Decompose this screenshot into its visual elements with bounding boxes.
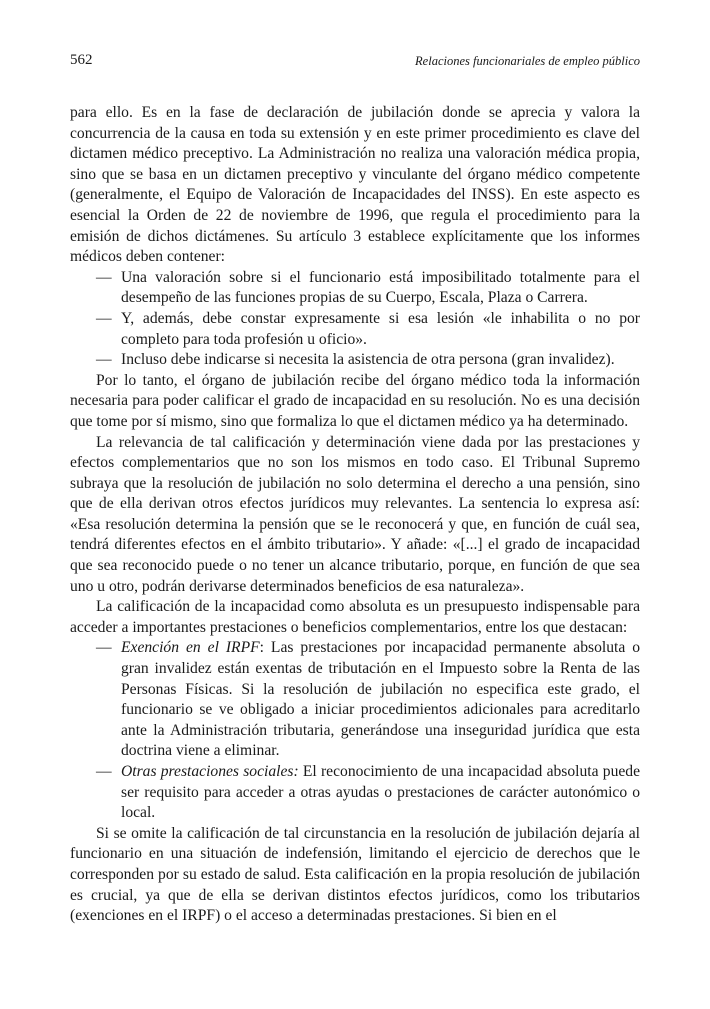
dash-bullet: — <box>96 639 112 657</box>
list-item-text: Una valoración sobre si el funcionario está imposibilitado totalmente para el desempeño de las funciones propias de su Cuerpo, Escala, Plaza o Carrera. <box>121 268 640 307</box>
list-item <box>70 350 640 371</box>
list-item-term: Otras prestaciones sociales: <box>121 763 299 780</box>
list-item-text: Incluso debe indicarse si necesita la asistencia de otra persona (gran invalidez). <box>121 351 615 369</box>
dash-bullet: — <box>96 268 112 286</box>
paragraph-3: La relevancia de tal calificación y determinación viene dada por las prestaciones y efectos complementarios que no son los mismos en todo caso. El Tribunal Supremo subraya que la resolución de jubilación no solo determina el derecho a una pensión, sino que de ella derivan otros efectos jurídicos muy relevantes. La sentencia lo expresa así: «Esa resolución determina la pensión que se le reconocerá y que, en función de cuál sea, tendrá diferentes efectos en el ámbito tributario». Y añade: «[...] el grado de incapacidad que sea reconocido puede o no tener un alcance tributario, porque, en función de que sea uno u otro, podrán derivarse determinados beneficios de esa naturaleza». <box>70 433 640 595</box>
list-item-text: El reconocimiento de una incapacidad absoluta puede ser requisito para acceder a otras ayudas o prestaciones de carácter autonómico o local. <box>121 763 641 822</box>
running-title: Relaciones funcionariales de empleo público <box>415 54 640 68</box>
medical-report-list <box>70 268 640 371</box>
list-item <box>70 638 640 762</box>
list-item <box>70 309 640 350</box>
list-item-text: : Las prestaciones por incapacidad permanente absoluta o gran invalidez están exentas de tributación en el Impuesto sobre la Renta de las Personas Físicas. Si la resolución de jubilación no especifica este grado, el funcionario se ve obligado a iniciar procedimientos adicionales para acreditarlo ante la Administración tributaria, generándose una inseguridad jurídica que esta doctrina viene a eliminar. <box>121 639 641 760</box>
paragraph-1: para ello. Es en la fase de declaración de jubilación donde se aprecia y valora la concurrencia de la causa en toda su extensión y en este primer procedimiento es clave del dictamen médico preceptivo. La Administración no realiza una valoración médica propia, sino que se basa en un dictamen preceptivo y vinculante del órgano médico competente (generalmente, el Equipo de Valoración de Incapacidades del INSS). En este aspecto es esencial la Orden de 22 de noviembre de 1996, que regula el procedimiento para la emisión de dichos dictámenes. Su artículo 3 establece explícitamente que los informes médicos deben contener: <box>70 104 640 266</box>
list-item-text: Y, además, debe constar expresamente si esa lesión «le inhabilita o no por completo para toda profesión u oficio». <box>121 309 640 348</box>
dash-bullet: — <box>96 763 112 780</box>
list-item-term: Exención en el IRPF <box>121 639 260 657</box>
paragraph-4: La calificación de la incapacidad como absoluta es un presupuesto indispensable para acceder a importantes prestaciones o beneficios complementarios, entre los que destacan: <box>70 598 640 636</box>
list-item <box>70 762 640 824</box>
list-item <box>70 268 640 309</box>
dash-bullet: — <box>96 351 112 369</box>
page-header <box>70 52 640 72</box>
paragraph-2: Por lo tanto, el órgano de jubilación recibe del órgano médico toda la información necesaria para poder calificar el grado de incapacidad en su resolución. No es una decisión que tome por sí mismo, sino que formaliza lo que el dictamen médico ya ha determinado. <box>70 371 640 430</box>
benefits-list <box>70 638 640 823</box>
paragraph-5: Si se omite la calificación de tal circunstancia en la resolución de jubilación dejaría al funcionario en una situación de indefensión, limitando el ejercicio de derechos que le corresponden por su estado de salud. Esta calificación en la propia resolución de jubilación es crucial, ya que de ella se derivan distintos efectos jurídicos, como los tributarios (exenciones en el IRPF) o el acceso a determinadas prestaciones. Si bien en el <box>70 824 640 925</box>
dash-bullet: — <box>96 309 112 327</box>
page-number: 562 <box>70 52 93 68</box>
body-text <box>70 103 640 927</box>
